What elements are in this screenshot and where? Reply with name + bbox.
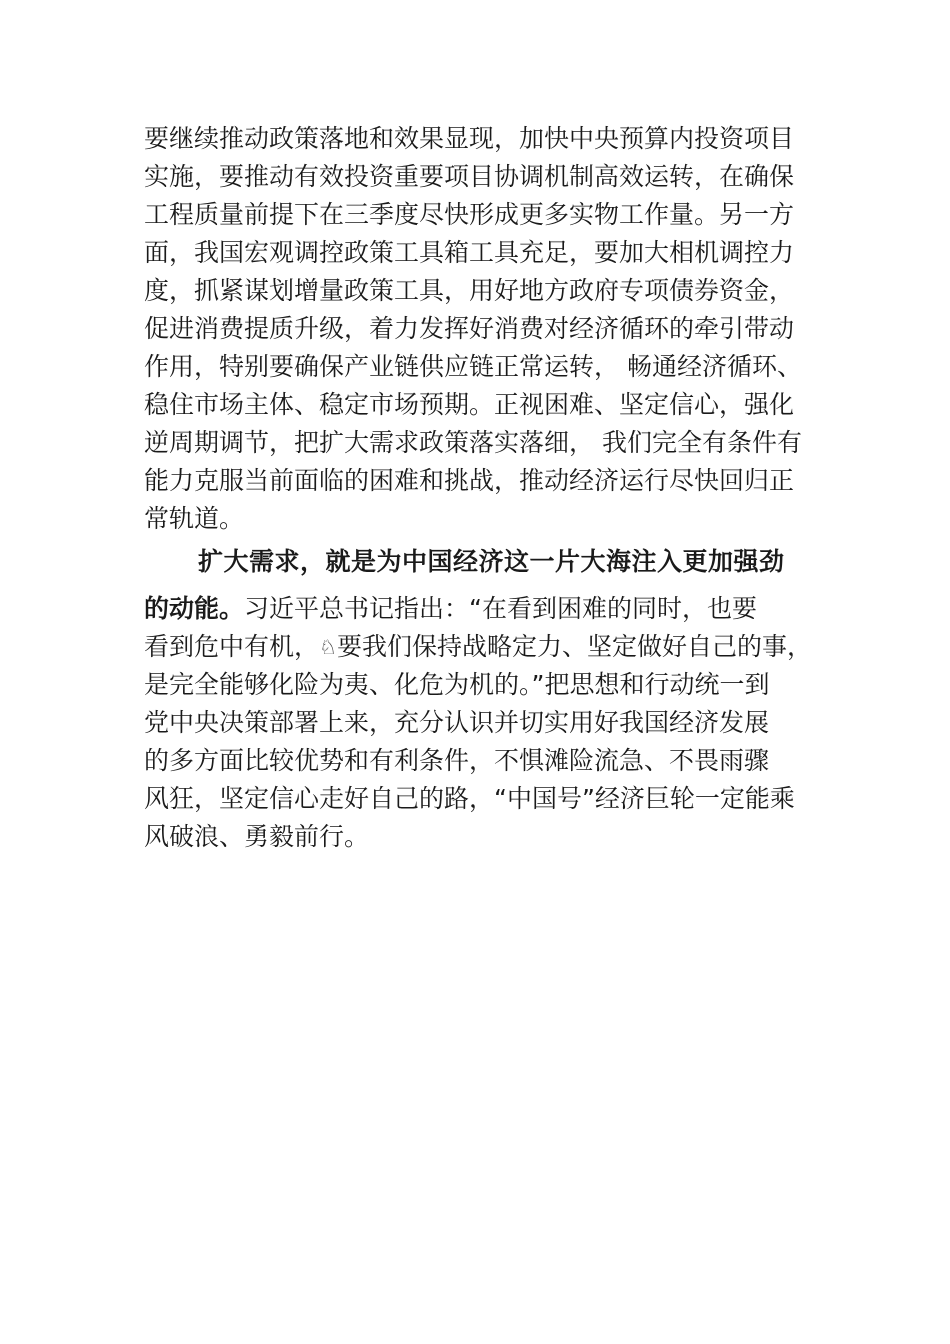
text-line: 是完全能够化险为夷、化危为机的。”把思想和行动统一到 — [144, 670, 770, 699]
text-line: 稳住市场主体、稳定市场预期。正视困难、坚定信心，强化 — [144, 390, 795, 419]
text-line: 的多方面比较优势和有利条件，不惧滩险流急、不畏雨骤 — [144, 746, 770, 775]
quote-intro: 习近平总书记指出：“在看到困难的同时，也要 — [244, 594, 757, 623]
text-line — [144, 590, 834, 628]
text-line: 促进消费提质升级，着力发挥好消费对经济循环的牵引带动 — [144, 314, 795, 343]
text-line: 能力克服当前面临的困难和挑战，推动经济运行尽快回归正 — [144, 466, 795, 495]
text-line: 风破浪、勇毅前行。 — [144, 822, 370, 851]
text-line: 面，我国宏观调控政策工具箱工具充足，要加大相机调控力 — [144, 238, 795, 267]
text-line: 度，抓紧谋划增量政策工具，用好地方政府专项债券资金， — [144, 276, 795, 305]
text-line: 党中央决策部署上来，充分认识并切实用好我国经济发展 — [144, 708, 770, 737]
text-segment: 看到危中有机， — [144, 632, 320, 661]
text-line: 要继续推动政策落地和效果显现，加快中央预算内投资项目 — [144, 124, 795, 153]
text-segment: 要我们保持战略定力、坚定做好自己的事， — [336, 632, 812, 661]
text-line: 风狂，坚定信心走好自己的路，“中国号”经济巨轮一定能乘 — [144, 784, 795, 813]
text-line: 逆周期调节，把扩大需求政策落实落细， 我们完全有条件有 — [144, 428, 802, 457]
text-line: 作用，特别要确保产业链供应链正常运转， 畅通经济循环、 — [144, 352, 802, 381]
text-line — [144, 628, 834, 666]
paragraph-1 — [144, 120, 834, 538]
text-line: 实施，要推动有效投资重要项目协调机制高效运转，在确保 — [144, 162, 795, 191]
paragraph-heading: 扩大需求，就是为中国经济这一片大海注入更加强劲 — [198, 547, 785, 576]
stray-symbol-icon: ♘ — [319, 635, 337, 659]
body-text — [144, 120, 834, 856]
text-line: 常轨道。 — [144, 504, 245, 533]
text-line: 工程质量前提下在三季度尽快形成更多实物工作量。另一方 — [144, 200, 795, 229]
heading-tail: 的动能。 — [144, 594, 245, 623]
paragraph-2 — [144, 540, 834, 856]
